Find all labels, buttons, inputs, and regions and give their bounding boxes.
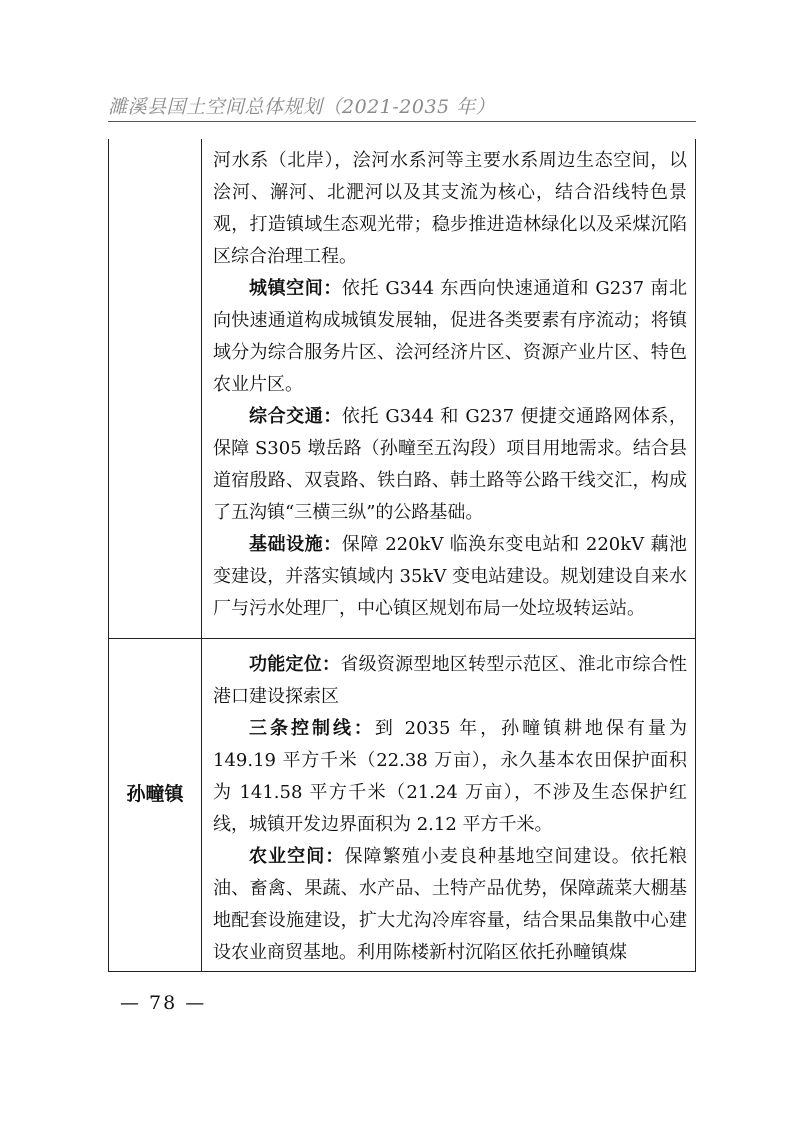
heading-infrastructure: 基础设施： <box>249 534 342 555</box>
text-control-lines: 到 2035 年，孙疃镇耕地保有量为 149.19 平方千米（22.38 万亩），永久基本农田保护面积为 141.58 平方千米（21.24 万亩），不涉及生态保护红线，城镇开发边界面积为 2.12 平方千米。 <box>213 718 687 835</box>
heading-control-lines: 三条控制线： <box>249 718 375 739</box>
page-number: — 78 — <box>120 992 207 1014</box>
heading-transport: 综合交通： <box>249 406 342 427</box>
heading-function: 功能定位： <box>249 654 341 675</box>
text-transport: 依托 G344 和 G237 便捷交通路网体系，保障 S305 墩岳路（孙疃至五沟段）项目用地需求。结合县道宿殷路、双袁路、铁白路、韩土路等公路干线交汇，构成了五沟镇“三横三纵”的公路基础。 <box>213 406 688 523</box>
paragraph-ecology: 河水系（北岸），浍河水系河等主要水系周边生态空间，以浍河、澥河、北淝河以及其支流为核心，结合沿线特色景观，打造镇域生态观光带；稳步推进造林绿化以及采煤沉陷区综合治理工程。 <box>213 150 687 267</box>
row-divider <box>109 638 695 639</box>
paragraph-function <box>213 649 687 713</box>
column-divider <box>201 139 202 971</box>
paragraph-infrastructure <box>213 529 687 625</box>
heading-agriculture: 农业空间： <box>249 846 345 867</box>
paragraph-urban-space <box>213 273 687 401</box>
text-infrastructure: 保障 220kV 临涣东变电站和 220kV 藕池变建设，并落实镇域内 35kV 变电站建设。规划建设自来水厂与污水处理厂，中心镇区规划布局一处垃圾转运站。 <box>213 534 688 619</box>
paragraph-control-lines <box>213 713 687 841</box>
text-function: 省级资源型地区转型示范区、淮北市综合性港口建设探索区 <box>213 654 688 707</box>
plan-table <box>108 139 696 972</box>
upper-content-cell <box>213 145 687 625</box>
header-divider <box>108 121 696 122</box>
text-urban-space: 依托 G344 东西向快速通道和 G237 南北向快速通道构成城镇发展轴，促进各类要素有序流动；将镇域分为综合服务片区、浍河经济片区、资源产业片区、特色农业片区。 <box>213 278 688 395</box>
text-agriculture: 保障繁殖小麦良种基地空间建设。依托粮油、畜禽、果蔬、水产品、土特产品优势，保障蔬菜大棚基地配套设施建设，扩大尤沟冷库容量，结合果品集散中心建设农业商贸基地。利用陈楼新村沉陷区依托孙疃镇煤 <box>213 846 688 963</box>
heading-urban-space: 城镇空间： <box>249 278 342 299</box>
document-header: 濉溪县国土空间总体规划（2021-2035 年） <box>108 96 496 118</box>
lower-content-cell <box>213 649 687 969</box>
town-name-label: 孙疃镇 <box>126 783 184 805</box>
paragraph-transport <box>213 401 687 529</box>
paragraph-agriculture <box>213 841 687 969</box>
